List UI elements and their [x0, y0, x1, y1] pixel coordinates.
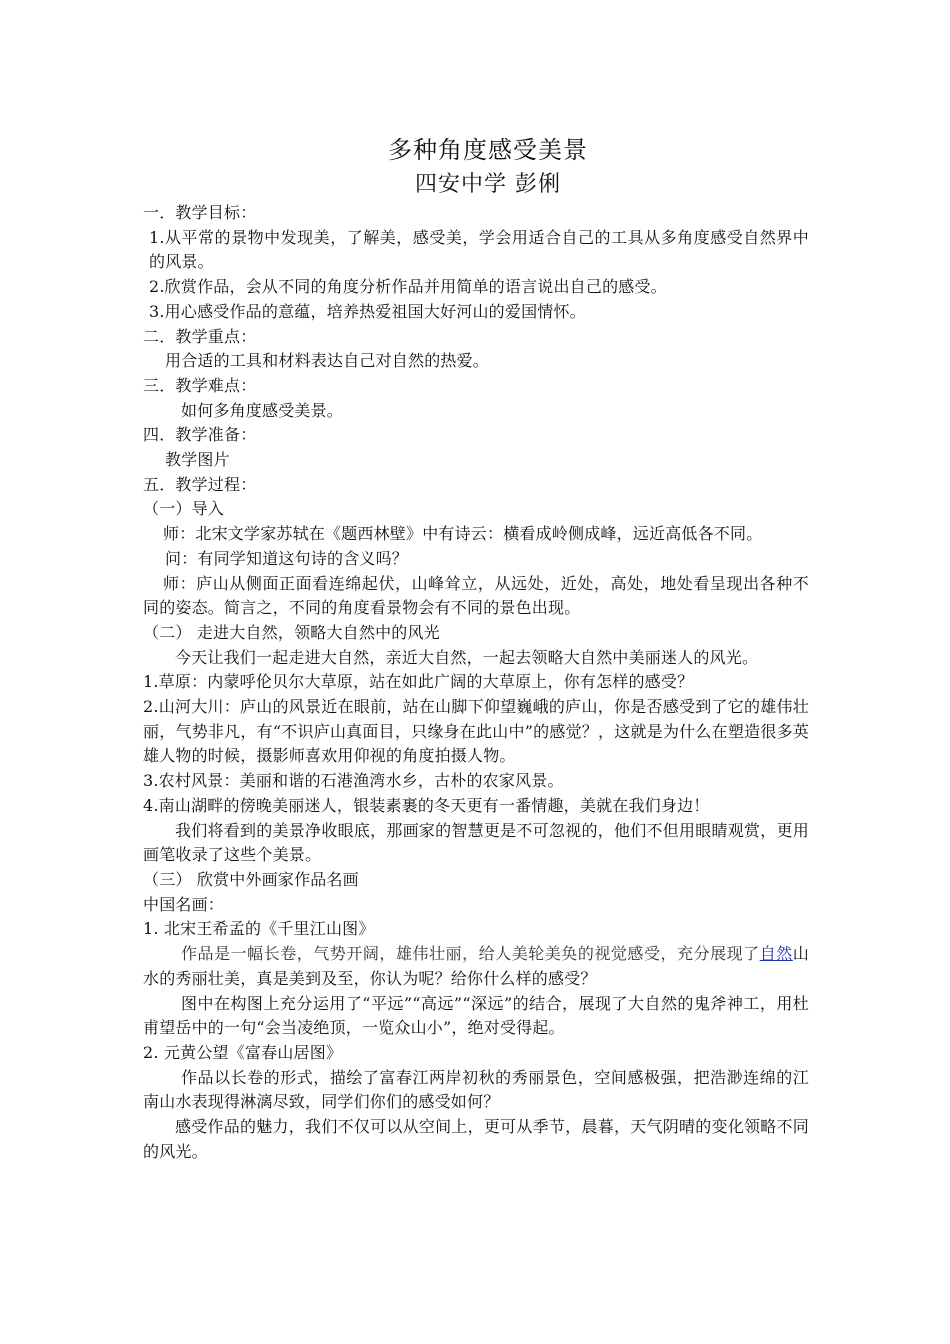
document-author: 四安中学 彭俐 [415, 172, 561, 197]
process-heading: 五．教学过程： [143, 474, 257, 494]
work-2-title: 2. 元黄公望《富春山居图》 [143, 1042, 343, 1062]
part1-paragraph-3: 师：庐山从侧面正面看连绵起伏，山峰耸立，从远处，近处，高处，地处看呈现出各种不同的姿态。简言之，不同的角度看景物会有不同的景色出现。 [143, 573, 809, 618]
part2-item-4: 4.南山湖畔的傍晚美丽迷人，银装素裹的冬天更有一番情趣，美就在我们身边！ [143, 795, 710, 815]
nature-link[interactable]: 自然 [759, 944, 793, 964]
part1-heading: （一）导入 [143, 499, 225, 519]
work-1-title: 1. 北宋王希孟的《千里江山图》 [143, 919, 375, 939]
difficulty-heading: 三．教学难点： [143, 375, 257, 395]
part1-paragraph-1: 师：北宋文学家苏轼在《题西林壁》中有诗云：横看成岭侧成峰，远近高低各不同。 [163, 524, 763, 544]
work-1-text-before: 作品是一幅长卷，气势开阔，雄伟壮丽，给人美轮美奂的视觉感受，充分展现了 [181, 944, 760, 964]
work-1-text-after: 山水的秀丽壮美，真是美到及至，你认为呢？给你什么样的感受？ [143, 944, 809, 988]
work-1-paragraph-2: 图中在构图上充分运用了“平远”“高远”“深远”的结合，展现了大自然的鬼斧神工，用杜甫望岳中的一句“会当凌绝顶，一览众山小”，绝对受得起。 [143, 993, 809, 1038]
part3-heading: （三） 欣赏中外画家作品名画 [143, 869, 359, 889]
chinese-paintings-heading: 中国名画： [143, 894, 225, 914]
document-title: 多种角度感受美景 [388, 136, 588, 164]
prep-heading: 四．教学准备： [143, 425, 257, 445]
part2-intro: 今天让我们一起走进大自然，亲近大自然，一起去领略大自然中美丽迷人的风光。 [175, 647, 759, 667]
key-heading: 二．教学重点： [143, 326, 257, 346]
work-1-paragraph-1 [143, 942, 809, 991]
key-text: 用合适的工具和材料表达自己对自然的热爱。 [165, 351, 490, 371]
goals-heading: 一．教学目标： [143, 203, 257, 222]
part2-item-1: 1.草原：内蒙呼伦贝尔大草原，站在如此广阔的大草原上，你有怎样的感受？ [143, 672, 694, 692]
part2-item-2: 2.山河大川：庐山的风景近在眼前，站在山脚下仰望巍峨的庐山，你是否感受到了它的雄伟壮丽，气势非凡，有“不识庐山真面目，只缘身在此山中”的感觉？，这就是为什么在塑造很多英雄人物的时候，摄影师喜欢用仰视的角度拍摄人物。 [143, 697, 809, 766]
part2-heading: （二） 走进大自然，领略大自然中的风光 [143, 622, 440, 642]
difficulty-text: 如何多角度感受美景。 [181, 400, 344, 420]
prep-text: 教学图片 [165, 450, 230, 470]
goal-1: 1.从平常的景物中发现美，了解美，感受美，学会用适合自己的工具从多角度感受自然界中的风景。 [149, 227, 809, 272]
goal-2: 2.欣赏作品，会从不同的角度分析作品并用简单的语言说出自己的感受。 [149, 277, 667, 297]
work-2-paragraph-1: 作品以长卷的形式，描绘了富春江两岸初秋的秀丽景色，空间感极强，把浩渺连绵的江南山水表现得淋漓尽致，同学们你们的感受如何？ [143, 1067, 809, 1112]
goal-3: 3.用心感受作品的意蕴，培养热爱祖国大好河山的爱国情怀。 [149, 301, 586, 321]
part2-outro: 我们将看到的美景净收眼底，那画家的智慧更是不可忽视的，他们不但用眼睛观赏，更用画笔收录了这些个美景。 [143, 820, 809, 865]
part1-paragraph-2: 问：有同学知道这句诗的含义吗？ [165, 548, 409, 568]
part2-item-3: 3.农村风景：美丽和谐的石港渔湾水乡，古朴的农家风景。 [143, 771, 564, 791]
work-2-paragraph-2: 感受作品的魅力，我们不仅可以从空间上，更可从季节，晨暮，天气阴晴的变化领略不同的风光。 [143, 1117, 809, 1161]
document-body [143, 133, 809, 1164]
